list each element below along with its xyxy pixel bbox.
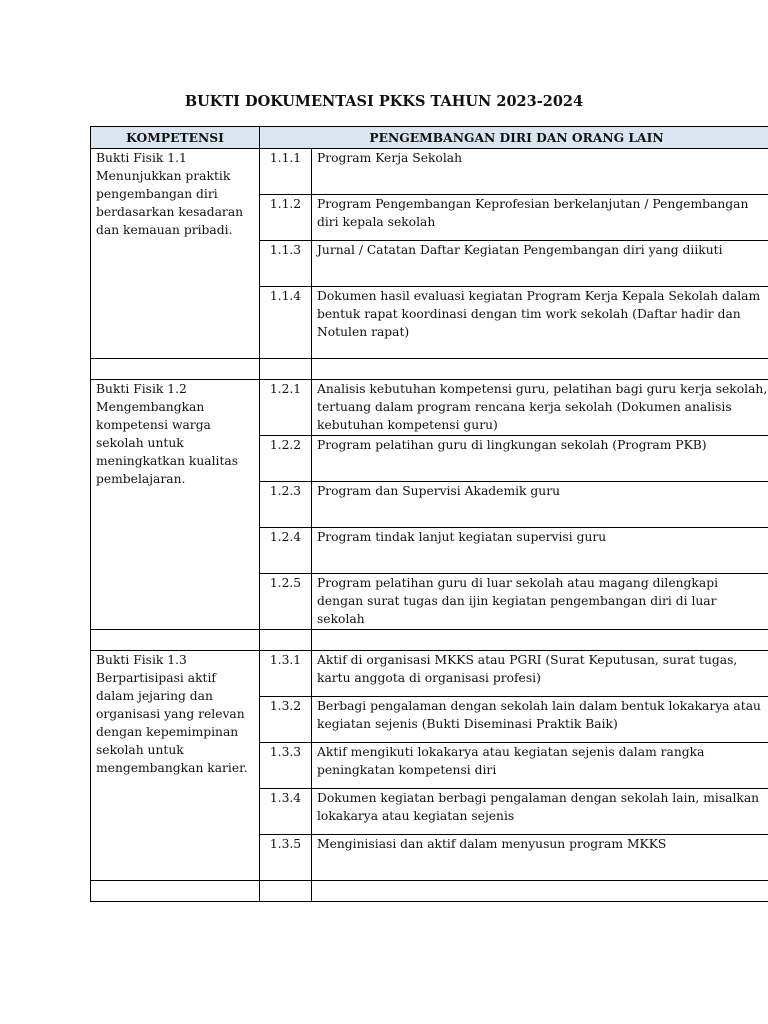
item-code: 1.3.4: [260, 789, 312, 835]
item-description: Jurnal / Catatan Daftar Kegiatan Pengembangan diri yang diikuti: [312, 241, 768, 287]
item-description: Program pelatihan guru di lingkungan sekolah (Program PKB): [312, 436, 768, 482]
empty-row: [91, 881, 768, 902]
empty-cell: [312, 359, 768, 380]
empty-cell: [91, 630, 260, 651]
empty-cell: [260, 359, 312, 380]
item-code: 1.2.2: [260, 436, 312, 482]
empty-row: [91, 359, 768, 380]
competency-cell: [91, 149, 260, 359]
competency-description: Menunjukkan praktik pengembangan diri berdasarkan kesadaran dan kemauan pribadi.: [96, 169, 244, 237]
table-row: [91, 149, 768, 195]
item-code: 1.2.1: [260, 380, 312, 436]
item-code: 1.1.3: [260, 241, 312, 287]
item-code: 1.3.5: [260, 835, 312, 881]
item-description: Menginisiasi dan aktif dalam menyusun program MKKS: [312, 835, 768, 881]
competency-description: Berpartisipasi aktif dalam jejaring dan organisasi yang relevan dengan kepemimpinan sekolah untuk mengembangkan karier.: [96, 671, 248, 775]
empty-row: [91, 630, 768, 651]
competency-cell: [91, 380, 260, 630]
item-description: Program tindak lanjut kegiatan supervisi guru: [312, 528, 768, 574]
competency-cell: [91, 651, 260, 881]
item-description: Dokumen kegiatan berbagi pengalaman dengan sekolah lain, misalkan lokakarya atau kegiatan sejenis: [312, 789, 768, 835]
empty-cell: [312, 881, 768, 902]
competency-title: Bukti Fisik 1.3: [96, 653, 187, 667]
item-description: Dokumen hasil evaluasi kegiatan Program Kerja Kepala Sekolah dalam bentuk rapat koordinasi dengan tim work sekolah (Daftar hadir dan Notulen rapat): [312, 287, 768, 359]
empty-cell: [260, 881, 312, 902]
table-row: [91, 380, 768, 436]
header-competency: KOMPETENSI: [91, 127, 260, 149]
item-description: Program Pengembangan Keprofesian berkelanjutan / Pengembangan diri kepala sekolah: [312, 195, 768, 241]
item-description: Aktif mengikuti lokakarya atau kegiatan sejenis dalam rangka peningkatan kompetensi diri: [312, 743, 768, 789]
item-code: 1.1.1: [260, 149, 312, 195]
item-code: 1.1.2: [260, 195, 312, 241]
competency-title: Bukti Fisik 1.2: [96, 382, 187, 396]
item-code: 1.1.4: [260, 287, 312, 359]
item-code: 1.3.3: [260, 743, 312, 789]
item-description: Program Kerja Sekolah: [312, 149, 768, 195]
item-description: Berbagi pengalaman dengan sekolah lain dalam bentuk lokakarya atau kegiatan sejenis (Bukti Diseminasi Praktik Baik): [312, 697, 768, 743]
item-description: Aktif di organisasi MKKS atau PGRI (Surat Keputusan, surat tugas, kartu anggota di organisasi profesi): [312, 651, 768, 697]
item-description: Program pelatihan guru di luar sekolah atau magang dilengkapi dengan surat tugas dan ijin kegiatan pengembangan diri di luar sekolah: [312, 574, 768, 630]
competency-description: Mengembangkan kompetensi warga sekolah untuk meningkatkan kualitas pembelajaran.: [96, 400, 239, 486]
item-code: 1.3.1: [260, 651, 312, 697]
item-code: 1.2.4: [260, 528, 312, 574]
competency-title: Bukti Fisik 1.1: [96, 151, 187, 165]
empty-cell: [91, 359, 260, 380]
item-code: 1.3.2: [260, 697, 312, 743]
empty-cell: [260, 630, 312, 651]
item-code: 1.2.5: [260, 574, 312, 630]
empty-cell: [91, 881, 260, 902]
empty-cell: [312, 630, 768, 651]
item-description: Program dan Supervisi Akademik guru: [312, 482, 768, 528]
item-description: Analisis kebutuhan kompetensi guru, pelatihan bagi guru kerja sekolah, tertuang dalam program rencana kerja sekolah (Dokumen analisis kebutuhan kompetensi guru): [312, 380, 768, 436]
table-header-row: [91, 127, 768, 149]
header-self-development: PENGEMBANGAN DIRI DAN ORANG LAIN: [260, 127, 768, 149]
document-title: BUKTI DOKUMENTASI PKKS TAHUN 2023-2024: [184, 93, 584, 110]
table-row: [91, 651, 768, 697]
evidence-table: [90, 126, 768, 902]
item-code: 1.2.3: [260, 482, 312, 528]
